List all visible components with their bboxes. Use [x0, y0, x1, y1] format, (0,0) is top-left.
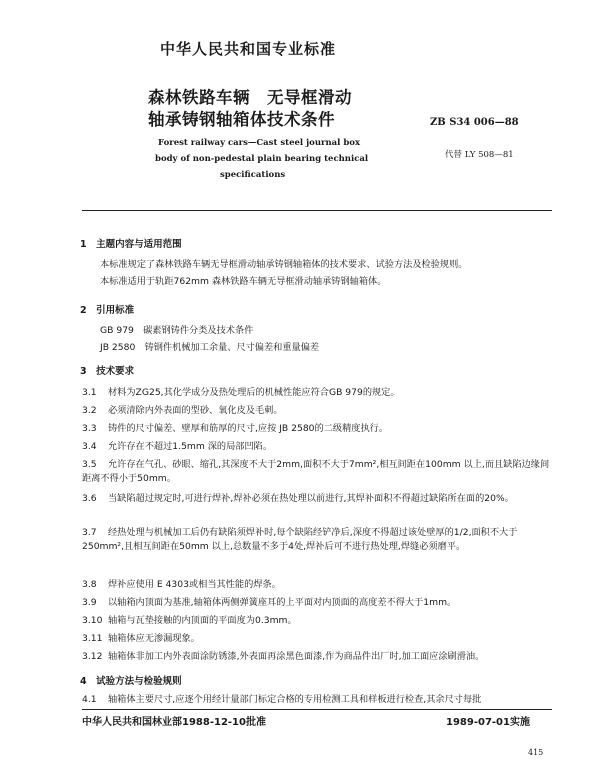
- clause-text: 必须清除内外表面的型砂、氧化皮及毛刺。: [108, 405, 283, 416]
- title-en-line2: body of non-pedestal plain bearing technical: [155, 154, 369, 164]
- clause-number: 3.10: [82, 615, 103, 626]
- footer-divider: [82, 709, 552, 710]
- clause-text: 允许存在不超过1.5mm 深的局部凹陷。: [108, 441, 273, 452]
- title-en-line3: specifications: [220, 170, 286, 180]
- clause-text: 轴箱与瓦垫接触的内顶面的平面度为0.3mm。: [108, 615, 297, 626]
- clause-number: 3.7: [82, 527, 97, 538]
- section1-heading: 1 主题内容与适用范围: [80, 239, 182, 250]
- standard-category-title: 中华人民共和国专业标准: [160, 40, 337, 58]
- clause-text: 轴箱体应无渗漏现象。: [108, 633, 200, 644]
- clause-number: 3.3: [82, 423, 97, 434]
- clause-text: 允许存在气孔、砂眼、缩孔,其深度不大于2mm,面积不大于7mm²,相互间距在100mm 以上,而且缺陷边缘间距离不得小于50mm。: [82, 459, 550, 484]
- clause-number: 4.1: [82, 694, 97, 705]
- clause-number: 3.8: [82, 579, 97, 590]
- clause-text: 经热处理与机械加工后仍有缺陷须焊补时,每个缺陷经铲净后,深度不得超过该处壁厚的1/2,面积不大于250mm²,且相互间距在50mm 以上,总数量不多于4处,焊补后可不进行热处理,焊缝必须磨平。: [82, 527, 518, 552]
- section1-para1: 本标准规定了森林铁路车辆无导框滑动轴承铸钢轴箱体的技术要求、试验方法及检验规则。: [100, 259, 468, 270]
- clause-text: 焊补应使用 E 4303或相当其性能的焊条。: [108, 579, 281, 590]
- clause-number: 3.11: [82, 633, 103, 644]
- clause-text: 当缺陷超过规定时,可进行焊补,焊补必须在热处理以前进行,其焊补面积不得超过缺陷所在面的20%。: [108, 493, 514, 504]
- clause-number: 3.2: [82, 405, 97, 416]
- clause-text: 轴箱体主要尺寸,应逐个用经计量部门标定合格的专用检测工具和样板进行检查,其余尺寸每批: [108, 694, 482, 705]
- implementation-date: 1989-07-01实施: [446, 717, 530, 728]
- reference-gb979: GB 979 碳素钢铸件分类及技术条件: [100, 325, 254, 336]
- clause-number: 3.5: [82, 459, 97, 470]
- clause-number: 3.9: [82, 597, 97, 608]
- approval-line: 中华人民共和国林业部1988-12-10批准: [82, 717, 266, 728]
- clause-text: 轴箱体非加工内外表面涂防锈漆,外表面再涂黑色面漆,作为商品件出厂时,加工面应涂刷滑油。: [108, 651, 485, 662]
- section2-heading: 2 引用标准: [80, 305, 135, 316]
- clause-number: 3.4: [82, 441, 97, 452]
- title-en-line1: Forest railway cars—Cast steel journal box: [158, 138, 361, 148]
- clause-number: 3.12: [82, 651, 103, 662]
- clause-text: 材料为ZG25,其化学成分及热处理后的机械性能应符合GB 979的规定。: [108, 387, 400, 398]
- section4-heading: 4 试验方法与检验规则: [80, 676, 182, 687]
- standard-code: ZB S34 006—88: [430, 117, 519, 128]
- section3-heading: 3 技术要求: [80, 366, 135, 377]
- header-divider: [82, 210, 552, 211]
- page-number: 415: [528, 748, 544, 757]
- clause-text: 铸件的尺寸偏差、壁厚和筋厚的尺寸,应按 JB 2580的二级精度执行。: [108, 423, 389, 434]
- section1-para2: 本标准适用于轨距762mm 森林铁路车辆无导框滑动轴承铸钢轴箱体。: [100, 276, 387, 287]
- clause-text: 以轴箱内顶面为基准,轴箱体两侧弹簧座耳的上平面对内顶面的高度差不得大于1mm。: [108, 597, 457, 608]
- reference-jb2580: JB 2580 铸钢件机械加工余量、尺寸偏差和重量偏差: [100, 342, 320, 353]
- title-cn-line2: 轴承铸钢轴箱体技术条件: [148, 110, 335, 129]
- clause-number: 3.1: [82, 387, 97, 398]
- title-cn-line1: 森林铁路车辆 无导框滑动: [148, 88, 352, 107]
- clause-number: 3.6: [82, 493, 97, 504]
- replaces-code: 代替 LY 508—81: [445, 150, 514, 160]
